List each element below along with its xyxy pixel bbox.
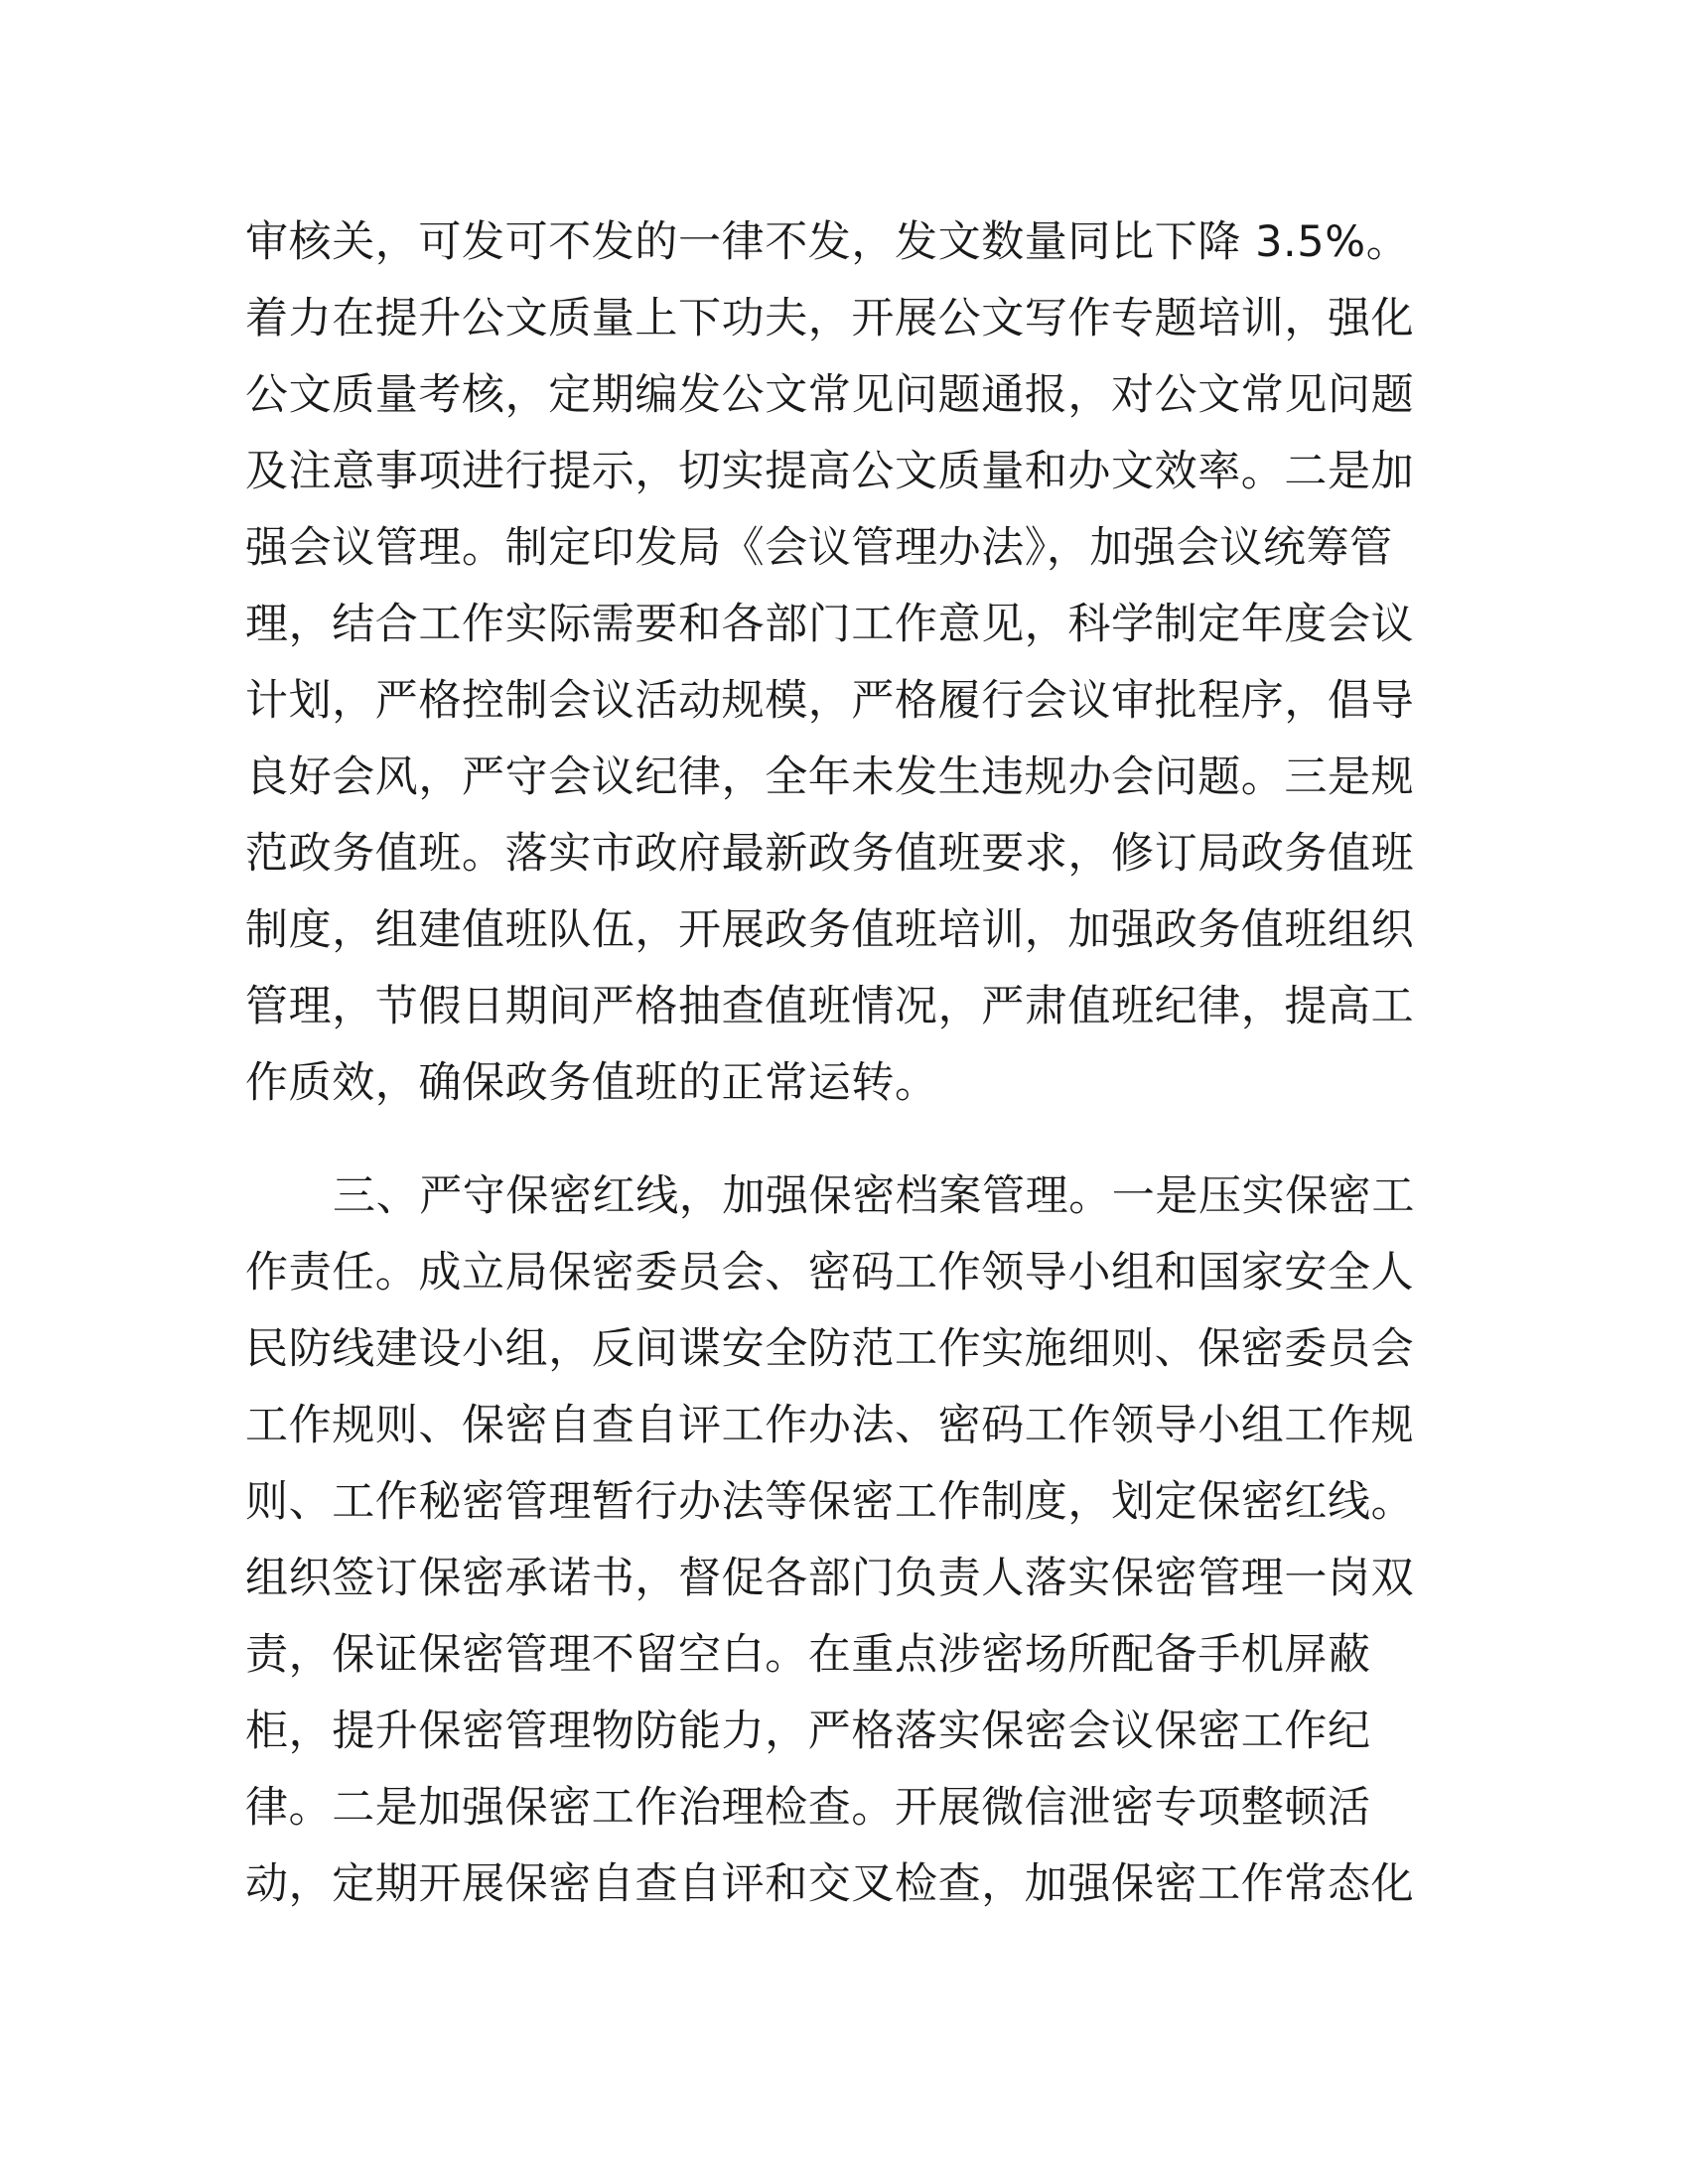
text-line: 及注意事项进行提示，切实提高公文质量和办文效率。二是加 — [245, 447, 1415, 496]
text-line: 工作规则、保密自查自评工作办法、密码工作领导小组工作规 — [245, 1401, 1415, 1450]
text-line: 审核关，可发可不发的一律不发，发文数量同比下降 3.5%。 — [245, 217, 1410, 267]
text-line: 计划，严格控制会议活动规模，严格履行会议审批程序，倡导 — [245, 676, 1415, 726]
text-line: 律。二是加强保密工作治理检查。开展微信泄密专项整顿活 — [245, 1783, 1371, 1833]
text-line: 民防线建设小组，反间谍安全防范工作实施细则、保密委员会 — [245, 1324, 1415, 1374]
text-line: 良好会风，严守会议纪律，全年未发生违规办会问题。三是规 — [245, 752, 1415, 802]
text-line: 柜，提升保密管理物防能力，严格落实保密会议保密工作纪 — [245, 1706, 1371, 1756]
text-line: 强会议管理。制定印发局《会议管理办法》，加强会议统筹管 — [245, 523, 1393, 573]
text-line: 责，保证保密管理不留空白。在重点涉密场所配备手机屏蔽 — [245, 1630, 1371, 1680]
text-line: 组织签订保密承诺书，督促各部门负责人落实保密管理一岗双 — [245, 1554, 1415, 1603]
text-line: 动，定期开展保密自查自评和交叉检查，加强保密工作常态化 — [245, 1859, 1415, 1909]
text-line: 公文质量考核，定期编发公文常见问题通报，对公文常见问题 — [245, 370, 1415, 420]
paragraph-spacer — [245, 1122, 1447, 1159]
text-line: 作质效，确保政务值班的正常运转。 — [245, 1058, 938, 1108]
text-line: 理，结合工作实际需要和各部门工作意见，科学制定年度会议 — [245, 600, 1415, 649]
text-line-indented: 三、严守保密红线，加强保密档案管理。一是压实保密工 — [333, 1171, 1415, 1221]
paragraph-2 — [245, 1159, 1447, 1923]
text-line: 范政务值班。落实市政府最新政务值班要求，修订局政务值班 — [245, 829, 1415, 879]
text-line: 则、工作秘密管理暂行办法等保密工作制度，划定保密红线。 — [245, 1477, 1415, 1527]
text-line: 着力在提升公文质量上下功夫，开展公文写作专题培训，强化 — [245, 294, 1415, 343]
text-line: 管理，节假日期间严格抽查值班情况，严肃值班纪律，提高工 — [245, 982, 1415, 1031]
text-line: 作责任。成立局保密委员会、密码工作领导小组和国家安全人 — [245, 1248, 1415, 1297]
paragraph-1 — [245, 205, 1447, 1122]
text-line: 制度，组建值班队伍，开展政务值班培训，加强政务值班组织 — [245, 905, 1415, 955]
document-body — [245, 205, 1447, 1923]
